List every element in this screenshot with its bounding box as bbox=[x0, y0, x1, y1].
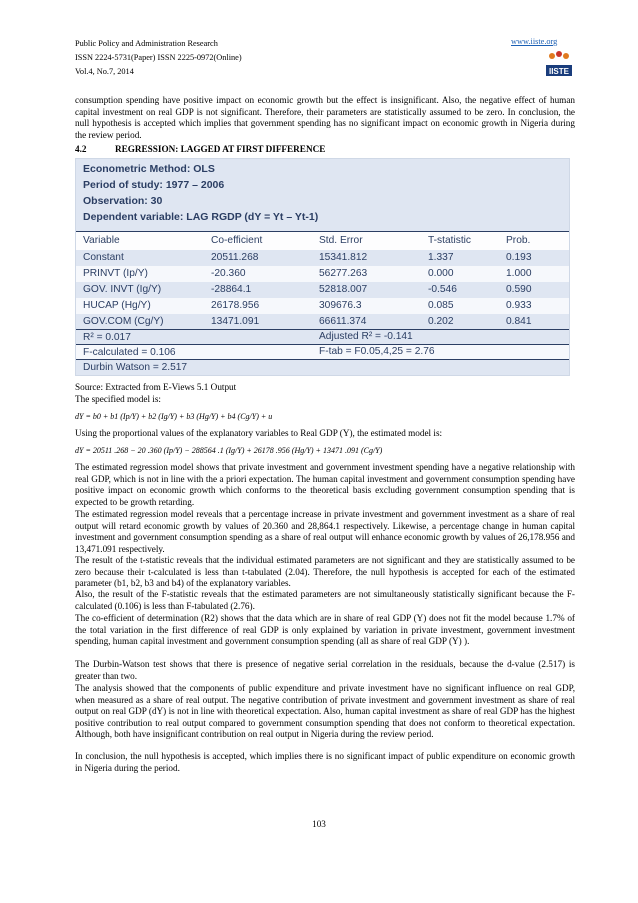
svg-text:IISTE: IISTE bbox=[548, 67, 570, 76]
estimated-model-equation: dY = 20511 .268 − 20 .360 (Ip/Y) − 288564 .1 (Ig/Y) + 26178 .956 (Hg/Y) + 13471 .091 (Cg/Y) bbox=[75, 446, 383, 455]
cell-std-error: 66611.374 bbox=[319, 316, 367, 327]
cell-coefficient: 13471.091 bbox=[211, 316, 260, 327]
specified-model-equation: dY = b0 + b1 (Ip/Y) + b2 (Ig/Y) + b3 (Hg/Y) + b4 (Cg/Y) + u bbox=[75, 412, 273, 421]
cell-variable: HUCAP (Hg/Y) bbox=[83, 300, 151, 311]
intro-paragraph bbox=[75, 95, 575, 141]
cell-std-error: 309676.3 bbox=[319, 300, 362, 311]
cell-std-error: 56277.263 bbox=[319, 268, 368, 279]
table-row bbox=[76, 266, 569, 282]
journal-volume: Vol.4, No.7, 2014 bbox=[75, 67, 134, 76]
specified-model-label: The specified model is: bbox=[75, 394, 161, 404]
dependent-line: Dependent variable: LAG RGDP (dY = Yt – Yt-1) bbox=[83, 211, 319, 223]
cell-prob: 1.000 bbox=[506, 268, 532, 279]
discussion-paragraph: The co-efficient of determination (R2) shows that the data which are in share of real GDP (Y) does not fit the model because 1.7% of the total variation in the first difference of real GDP is only explained by variation in private investment, government investment spending, human capital investment and government consumption spending (all as share of real GDP (Y) ). bbox=[75, 613, 575, 647]
col-variable: Variable bbox=[83, 235, 120, 246]
journal-url-link[interactable]: www.iiste.org bbox=[511, 37, 558, 46]
discussion-paragraph: Also, the result of the F-statistic reveals that the estimated parameters are not simultaneously statistically significant because the F-calculated (0.106) is less than F-tabulated (2.76). bbox=[75, 589, 575, 611]
cell-coefficient: -20.360 bbox=[211, 268, 246, 279]
cell-t-statistic: 0.202 bbox=[428, 316, 454, 327]
f-tab-value: F-tab = F0.05,4,25 = 2.76 bbox=[319, 346, 435, 357]
journal-header bbox=[75, 37, 575, 79]
cell-variable: GOV. INVT (Ig/Y) bbox=[83, 284, 162, 295]
cell-prob: 0.841 bbox=[506, 316, 532, 327]
cell-variable: GOV.COM (Cg/Y) bbox=[83, 316, 164, 327]
f-calculated-value: F-calculated = 0.106 bbox=[83, 347, 176, 358]
cell-prob: 0.590 bbox=[506, 284, 532, 295]
period-line: Period of study: 1977 – 2006 bbox=[83, 179, 225, 191]
section-number: 4.2 bbox=[75, 144, 87, 154]
section-title: REGRESSION: LAGGED AT FIRST DIFFERENCE bbox=[115, 144, 326, 154]
cell-t-statistic: 0.000 bbox=[428, 268, 454, 279]
cell-coefficient: 26178.956 bbox=[211, 300, 260, 311]
regression-output-table bbox=[75, 158, 570, 376]
col-prob: Prob. bbox=[506, 235, 531, 246]
discussion-paragraph: The Durbin-Watson test shows that there is presence of negative serial correlation in the residuals, because the d-value (2.517) is greater than two. bbox=[75, 659, 575, 681]
cell-coefficient: 20511.268 bbox=[211, 252, 259, 263]
cell-std-error: 52818.007 bbox=[319, 284, 368, 295]
cell-variable: PRINVT (Ip/Y) bbox=[83, 268, 148, 279]
table-row bbox=[76, 314, 569, 330]
col-t-statistic: T-statistic bbox=[428, 235, 472, 246]
iiste-logo bbox=[544, 50, 574, 80]
discussion-paragraph: The result of the t-statistic reveals that the individual estimated parameters are not significant and they are statistically assumed to be zero because their t-calculated is less than t-tabulated (2.04). Therefore, the null hypothesis is accepted for each of the estimated parameter (b1, b2, b3 and b4) of the explanatory variables. bbox=[75, 555, 575, 589]
cell-coefficient: -28864.1 bbox=[211, 284, 252, 295]
r2-value: R² = 0.017 bbox=[83, 332, 131, 343]
col-std-error: Std. Error bbox=[319, 235, 363, 246]
cell-t-statistic: -0.546 bbox=[428, 284, 457, 295]
discussion-paragraph: The estimated regression model reveals that a percentage increase in private investment and government investment as a share of real output will retard economic growth by values of 20.360 and 28,864.1 respectively. Likewise, a percentage change in human capital investment and government consumption spending as a share of real output will enhance economic growth by values of 26,178.956 and 13,471.091 respectively. bbox=[75, 509, 575, 554]
cell-t-statistic: 0.085 bbox=[428, 300, 454, 311]
col-coefficient: Co-efficient bbox=[211, 235, 263, 246]
discussion-paragraph: In conclusion, the null hypothesis is accepted, which implies there is no significant impact of public expenditure on economic growth in Nigeria during the period. bbox=[75, 751, 575, 773]
adjusted-r2-value: Adjusted R² = -0.141 bbox=[319, 331, 413, 342]
cell-variable: Constant bbox=[83, 252, 124, 263]
cell-t-statistic: 1.337 bbox=[428, 252, 454, 263]
source-note: Source: Extracted from E-Views 5.1 Output bbox=[75, 382, 237, 392]
journal-title: Public Policy and Administration Research bbox=[75, 39, 218, 48]
cell-std-error: 15341.812 bbox=[319, 252, 368, 263]
cell-prob: 0.933 bbox=[506, 300, 532, 311]
table-row bbox=[76, 250, 569, 266]
table-row bbox=[76, 282, 569, 298]
table-row bbox=[76, 298, 569, 314]
observation-line: Observation: 30 bbox=[83, 195, 163, 207]
table-column-headers bbox=[76, 231, 569, 251]
discussion-paragraph: The estimated regression model shows that private investment and government investment spending have a negative relationship with real GDP, which is not in line with the a priori expectation. The human capital investment and government consumption spending have positive impact on economic growth which conforms to the theoretical basis excluding government consumption spending that is expected to be growth retarding. bbox=[75, 462, 575, 507]
cell-prob: 0.193 bbox=[506, 252, 532, 263]
page-number: 103 bbox=[312, 819, 326, 829]
dw-row bbox=[76, 359, 569, 375]
method-line: Econometric Method: OLS bbox=[83, 163, 215, 175]
intro-text: consumption spending have positive impact on economic growth but the effect is insignificant. Also, the negative effect of human capital investment on real GDP is not significant. Therefore, their parameters are statistically assumed to be zero. In conclusion, the null hypothesis is accepted which implies that government spending has no significant impact on economic growth in Nigeria during the review period. bbox=[75, 95, 575, 140]
estimated-model-label: Using the proportional values of the explanatory variables to Real GDP (Y), the estimated model is: bbox=[75, 428, 443, 438]
section-heading bbox=[75, 144, 325, 154]
journal-issn: ISSN 2224-5731(Paper) ISSN 2225-0972(Online) bbox=[75, 53, 242, 62]
durbin-watson-value: Durbin Watson = 2.517 bbox=[83, 362, 188, 373]
discussion-paragraph: The analysis showed that the components of public expenditure and private investment have no significant influence on real GDP, when measured as a share of real output. The negative contribution of private investment and government investment as share of real output on real GDP (dY) is not in line with theoretical expectation. Also, human capital investment as share of real GDP has the highest positive contribution to real output compared to government consumption spending that does not conform to theoretical expectation. Although, both have insignificant contribution on real output in Nigeria during the review period. bbox=[75, 683, 575, 740]
